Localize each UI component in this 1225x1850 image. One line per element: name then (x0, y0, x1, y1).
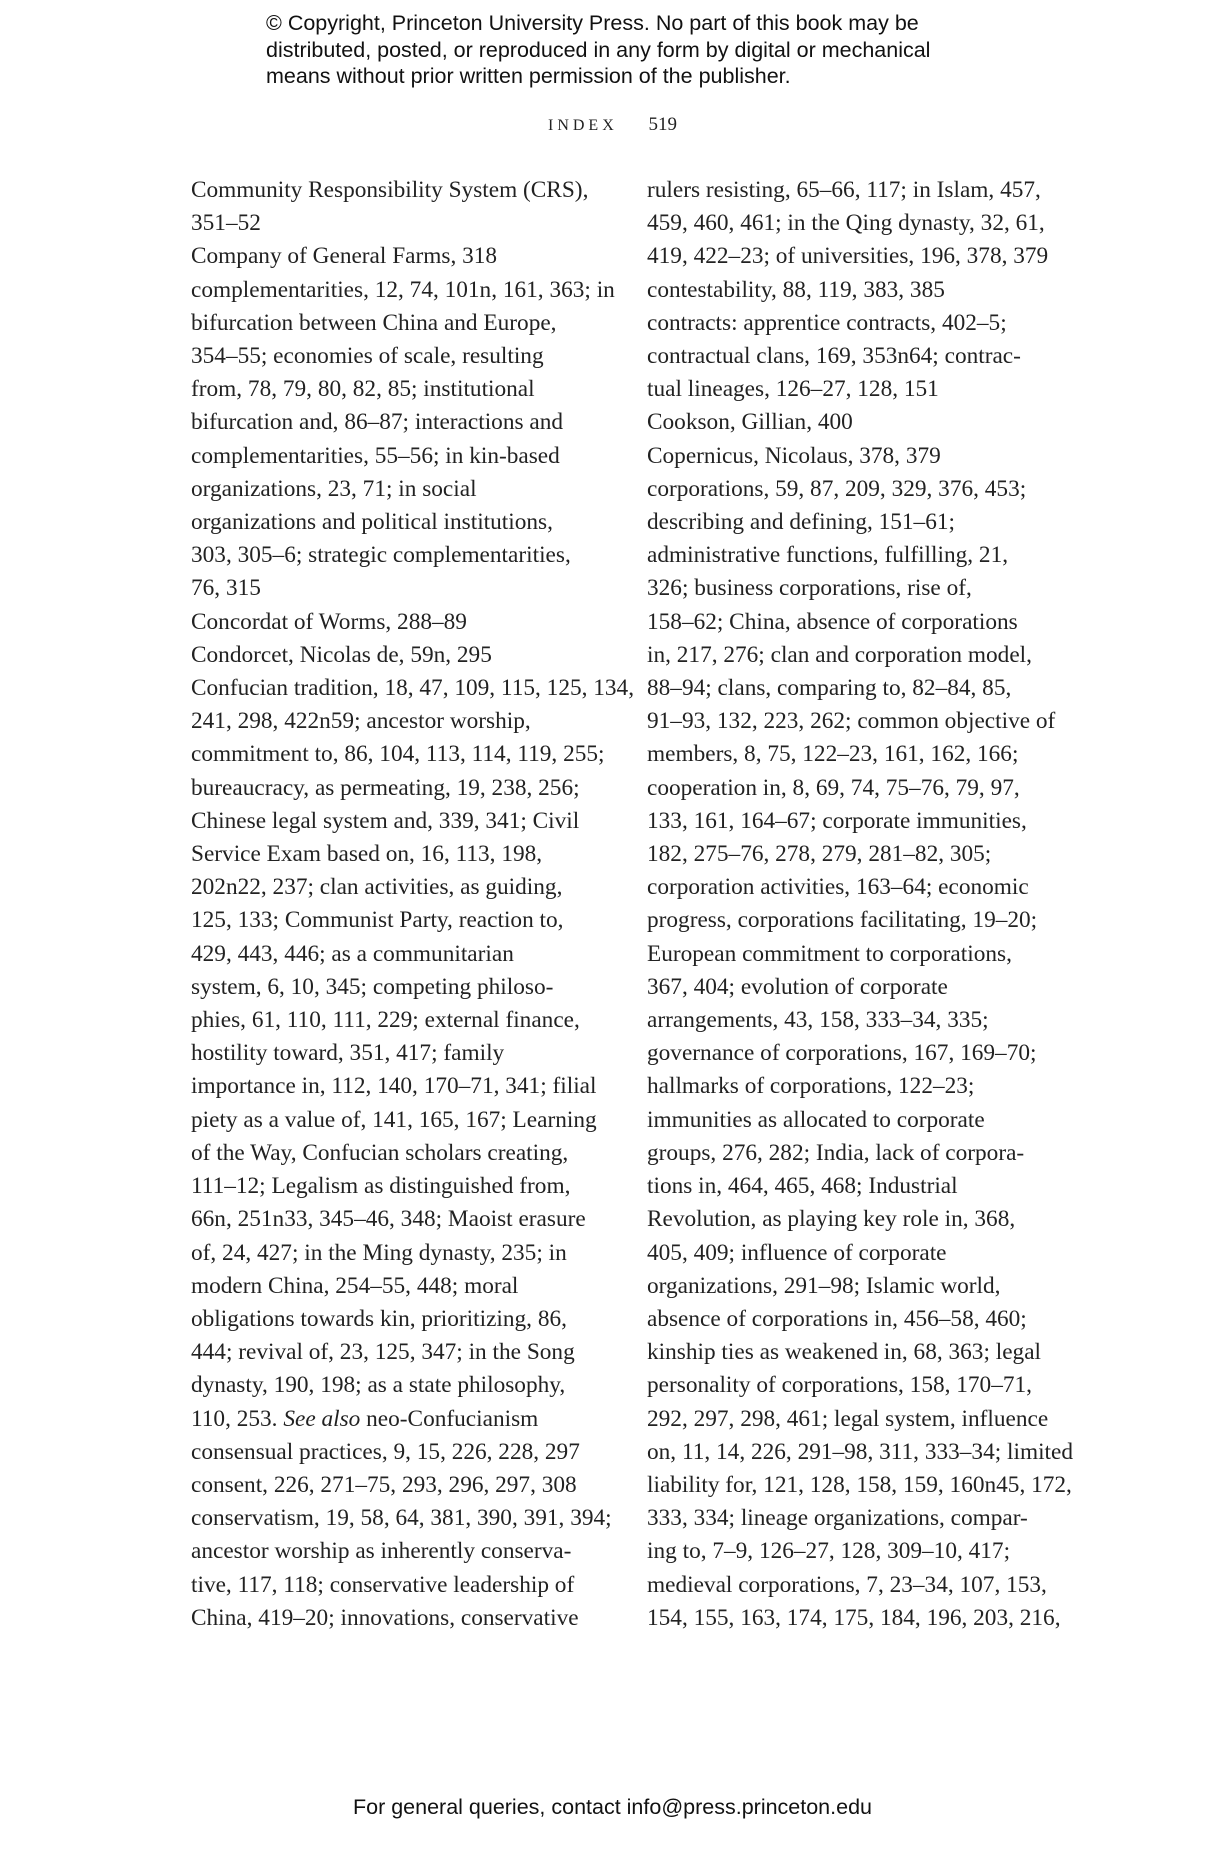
index-entry-line: consent, 226, 271–75, 293, 296, 297, 308 (191, 1471, 577, 1498)
running-head-label: INDEX (547, 117, 618, 134)
index-entry (166, 1469, 578, 1502)
index-entry-line: corporation activities, 163–64; economic (647, 874, 1029, 901)
index-entry-line: 111–12; Legalism as distinguished from, (191, 1173, 571, 1200)
index-entry-line: hostility toward, 351, 417; family (191, 1040, 505, 1067)
index-entry-line: piety as a value of, 141, 165, 167; Learning (191, 1106, 597, 1133)
copyright-line: means without prior written permission of the publisher. (266, 64, 791, 88)
index-entry-line: dynasty, 190, 198; as a state philosophy, (191, 1372, 566, 1399)
index-entry-line: 182, 275–76, 278, 279, 281–82, 305; (647, 841, 992, 868)
index-entry-line: tions in, 464, 465, 468; Industrial (647, 1173, 958, 1200)
index-entry-line: medieval corporations, 7, 23–34, 107, 153, (647, 1571, 1047, 1598)
index-entry-line: tive, 117, 118; conservative leadership of (191, 1571, 575, 1598)
index-entry-line: absence of corporations in, 456–58, 460; (647, 1305, 1027, 1332)
index-entry-line: Condorcet, Nicolas de, 59n, 295 (191, 641, 492, 668)
index-entry-line: 405, 409; influence of corporate (647, 1239, 947, 1266)
index-entry-line: progress, corporations facilitating, 19–20; (647, 907, 1038, 934)
page-number: 519 (648, 114, 677, 135)
index-entry (166, 240, 578, 273)
index-entry-line: immunities as allocated to corporate (647, 1106, 985, 1133)
index-entry-line: cooperation in, 8, 69, 74, 75–76, 79, 97, (647, 774, 1020, 801)
index-entry-line: Confucian tradition, 18, 47, 109, 115, 125, 134, (191, 675, 635, 702)
index-entry (166, 606, 578, 639)
index-entry-line: 88–94; clans, comparing to, 82–84, 85, (647, 675, 1012, 702)
index-entry-line: 202n22, 237; clan activities, as guiding, (191, 874, 563, 901)
index-entry-line: contractual clans, 169, 353n64; contrac- (647, 343, 1021, 370)
index-entry-line: 125, 133; Communist Party, reaction to, (191, 907, 564, 934)
index-entry-line: bifurcation between China and Europe, (191, 309, 557, 336)
index-entry-line: Copernicus, Nicolaus, 378, 379 (647, 442, 941, 469)
index-entry-line: China, 419–20; innovations, conservative (191, 1604, 579, 1631)
index-entry-line: 66n, 251n33, 345–46, 348; Maoist erasure (191, 1206, 586, 1233)
index-entry-line: kinship ties as weakened in, 68, 363; legal (647, 1339, 1042, 1366)
see-also-reference: See also (283, 1405, 361, 1432)
copyright-line: © Copyright, Princeton University Press. No part of this book may be (266, 11, 919, 35)
index-entry-line: organizations and political institutions, (191, 509, 553, 536)
index-entry-line: bifurcation and, 86–87; interactions and (191, 409, 563, 436)
index-entry-line: obligations towards kin, prioritizing, 86, (191, 1305, 567, 1332)
index-entry-line: importance in, 112, 140, 170–71, 341; filial (191, 1073, 597, 1100)
index-entry-line: 351–52 (191, 210, 261, 237)
index-entry-line: Revolution, as playing key role in, 368, (647, 1206, 1016, 1233)
index-entry-line: ancestor worship as inherently conserva- (191, 1538, 572, 1565)
index-entry-line: 354–55; economies of scale, resulting (191, 343, 544, 370)
index-entry-line: hallmarks of corporations, 122–23; (647, 1073, 975, 1100)
index-entry-line: organizations, 291–98; Islamic world, (647, 1272, 1001, 1299)
index-entry-line: administrative functions, fulfilling, 21, (647, 542, 1009, 569)
index-entry-line: contestability, 88, 119, 383, 385 (647, 276, 945, 303)
index-entry-line: governance of corporations, 167, 169–70; (647, 1040, 1037, 1067)
index-entry-line: organizations, 23, 71; in social (191, 475, 477, 502)
index-entry (166, 1436, 578, 1469)
index-entry (166, 174, 589, 240)
index-entry-line: tual lineages, 126–27, 128, 151 (647, 376, 939, 403)
index-entry-line: liability for, 121, 128, 158, 159, 160n45, 172, (647, 1471, 1072, 1498)
index-entry-line: describing and defining, 151–61; (647, 509, 955, 536)
index-entry-line: in, 217, 276; clan and corporation model, (647, 641, 1032, 668)
index-entry-line: contracts: apprentice contracts, 402–5; (647, 309, 1007, 336)
index-entry-line: complementarities, 55–56; in kin-based (191, 442, 560, 469)
index-entry-line: 429, 443, 446; as a communitarian (191, 940, 514, 967)
index-entry-line: 326; business corporations, rise of, (647, 575, 972, 602)
index-entry (622, 274, 1034, 307)
index-entry-line: 367, 404; evolution of corporate (647, 973, 948, 1000)
index-entry-line: Concordat of Worms, 288–89 (191, 608, 467, 635)
index-entry-line: Chinese legal system and, 339, 341; Civil (191, 807, 580, 834)
index-entry-line: 91–93, 132, 223, 262; common objective of (647, 708, 1056, 735)
index-entry (166, 672, 635, 1436)
index-entry (622, 406, 1034, 439)
index-entry-line: complementarities, 12, 74, 101n, 161, 363; in (191, 276, 615, 303)
running-head (0, 114, 1225, 136)
index-entry-line: on, 11, 14, 226, 291–98, 311, 333–34; limited (647, 1438, 1074, 1465)
index-entry-line: members, 8, 75, 122–23, 161, 162, 166; (647, 741, 1019, 768)
index-entry-line: 303, 305–6; strategic complementarities, (191, 542, 571, 569)
index-entry-line: conservatism, 19, 58, 64, 381, 390, 391, 394; (191, 1505, 612, 1532)
index-entry-line: consensual practices, 9, 15, 226, 228, 297 (191, 1438, 580, 1465)
index-entry-line: 459, 460, 461; in the Qing dynasty, 32, 61, (647, 210, 1045, 237)
index-entry (622, 473, 1074, 1635)
index-entry (166, 274, 615, 606)
index-entry-line: 154, 155, 163, 174, 175, 184, 196, 203, 216, (647, 1604, 1061, 1631)
index-entry-line: rulers resisting, 65–66, 117; in Islam, 457, (647, 177, 1041, 203)
index-entry-line: European commitment to corporations, (647, 940, 1012, 967)
index-entry-line: 110, 253. See also neo-Confucianism (191, 1405, 539, 1432)
index-entry-line: commitment to, 86, 104, 113, 114, 119, 255; (191, 741, 605, 768)
index-entry (622, 174, 1049, 274)
index-entry (166, 639, 578, 672)
index-entry-line: 241, 298, 422n59; ancestor worship, (191, 708, 531, 735)
index-column-left (166, 174, 635, 1635)
index-entry-line: groups, 276, 282; India, lack of corpora- (647, 1139, 1025, 1166)
copyright-notice (266, 10, 1026, 90)
index-entry-line: 444; revival of, 23, 125, 347; in the Song (191, 1339, 575, 1366)
index-entry-line: arrangements, 43, 158, 333–34, 335; (647, 1007, 989, 1034)
index-entry-line: from, 78, 79, 80, 82, 85; institutional (191, 376, 535, 403)
index-entry-line: corporations, 59, 87, 209, 329, 376, 453; (647, 475, 1027, 502)
index-entry-line: 419, 422–23; of universities, 196, 378, 379 (647, 243, 1049, 270)
index-entry-line: modern China, 254–55, 448; moral (191, 1272, 519, 1299)
index-entry-line: of, 24, 427; in the Ming dynasty, 235; in (191, 1239, 567, 1266)
index-entry-line: ing to, 7–9, 126–27, 128, 309–10, 417; (647, 1538, 1011, 1565)
index-column-right (622, 174, 1074, 1635)
index-entry (166, 1502, 612, 1635)
index-entry (622, 307, 1034, 407)
index-entry-line: 158–62; China, absence of corporations (647, 608, 1018, 635)
index-entry-line: 292, 297, 298, 461; legal system, influence (647, 1405, 1049, 1432)
index-entry-line: Service Exam based on, 16, 113, 198, (191, 841, 543, 868)
index-entry-line: Cookson, Gillian, 400 (647, 409, 853, 436)
index-entry-line: of the Way, Confucian scholars creating, (191, 1139, 569, 1166)
index-entry-line: phies, 61, 110, 111, 229; external finance, (191, 1007, 580, 1034)
index-entry-line: personality of corporations, 158, 170–71, (647, 1372, 1032, 1399)
index-entry-line: 76, 315 (191, 575, 261, 602)
footer-contact: For general queries, contact info@press.princeton.edu (352, 1795, 872, 1819)
copyright-line: distributed, posted, or reproduced in any form by digital or mechanical (266, 37, 931, 62)
index-entry-line: 333, 334; lineage organizations, compar- (647, 1505, 1028, 1532)
index-entry-line: Community Responsibility System (CRS), (191, 177, 589, 203)
index-entry (622, 440, 1034, 473)
index-entry-line: Company of General Farms, 318 (191, 243, 498, 270)
index-entry-line: 133, 161, 164–67; corporate immunities, (647, 807, 1027, 834)
index-entry-line: system, 6, 10, 345; competing philoso- (191, 973, 554, 1000)
index-entry-line: bureaucracy, as permeating, 19, 238, 256; (191, 774, 580, 801)
